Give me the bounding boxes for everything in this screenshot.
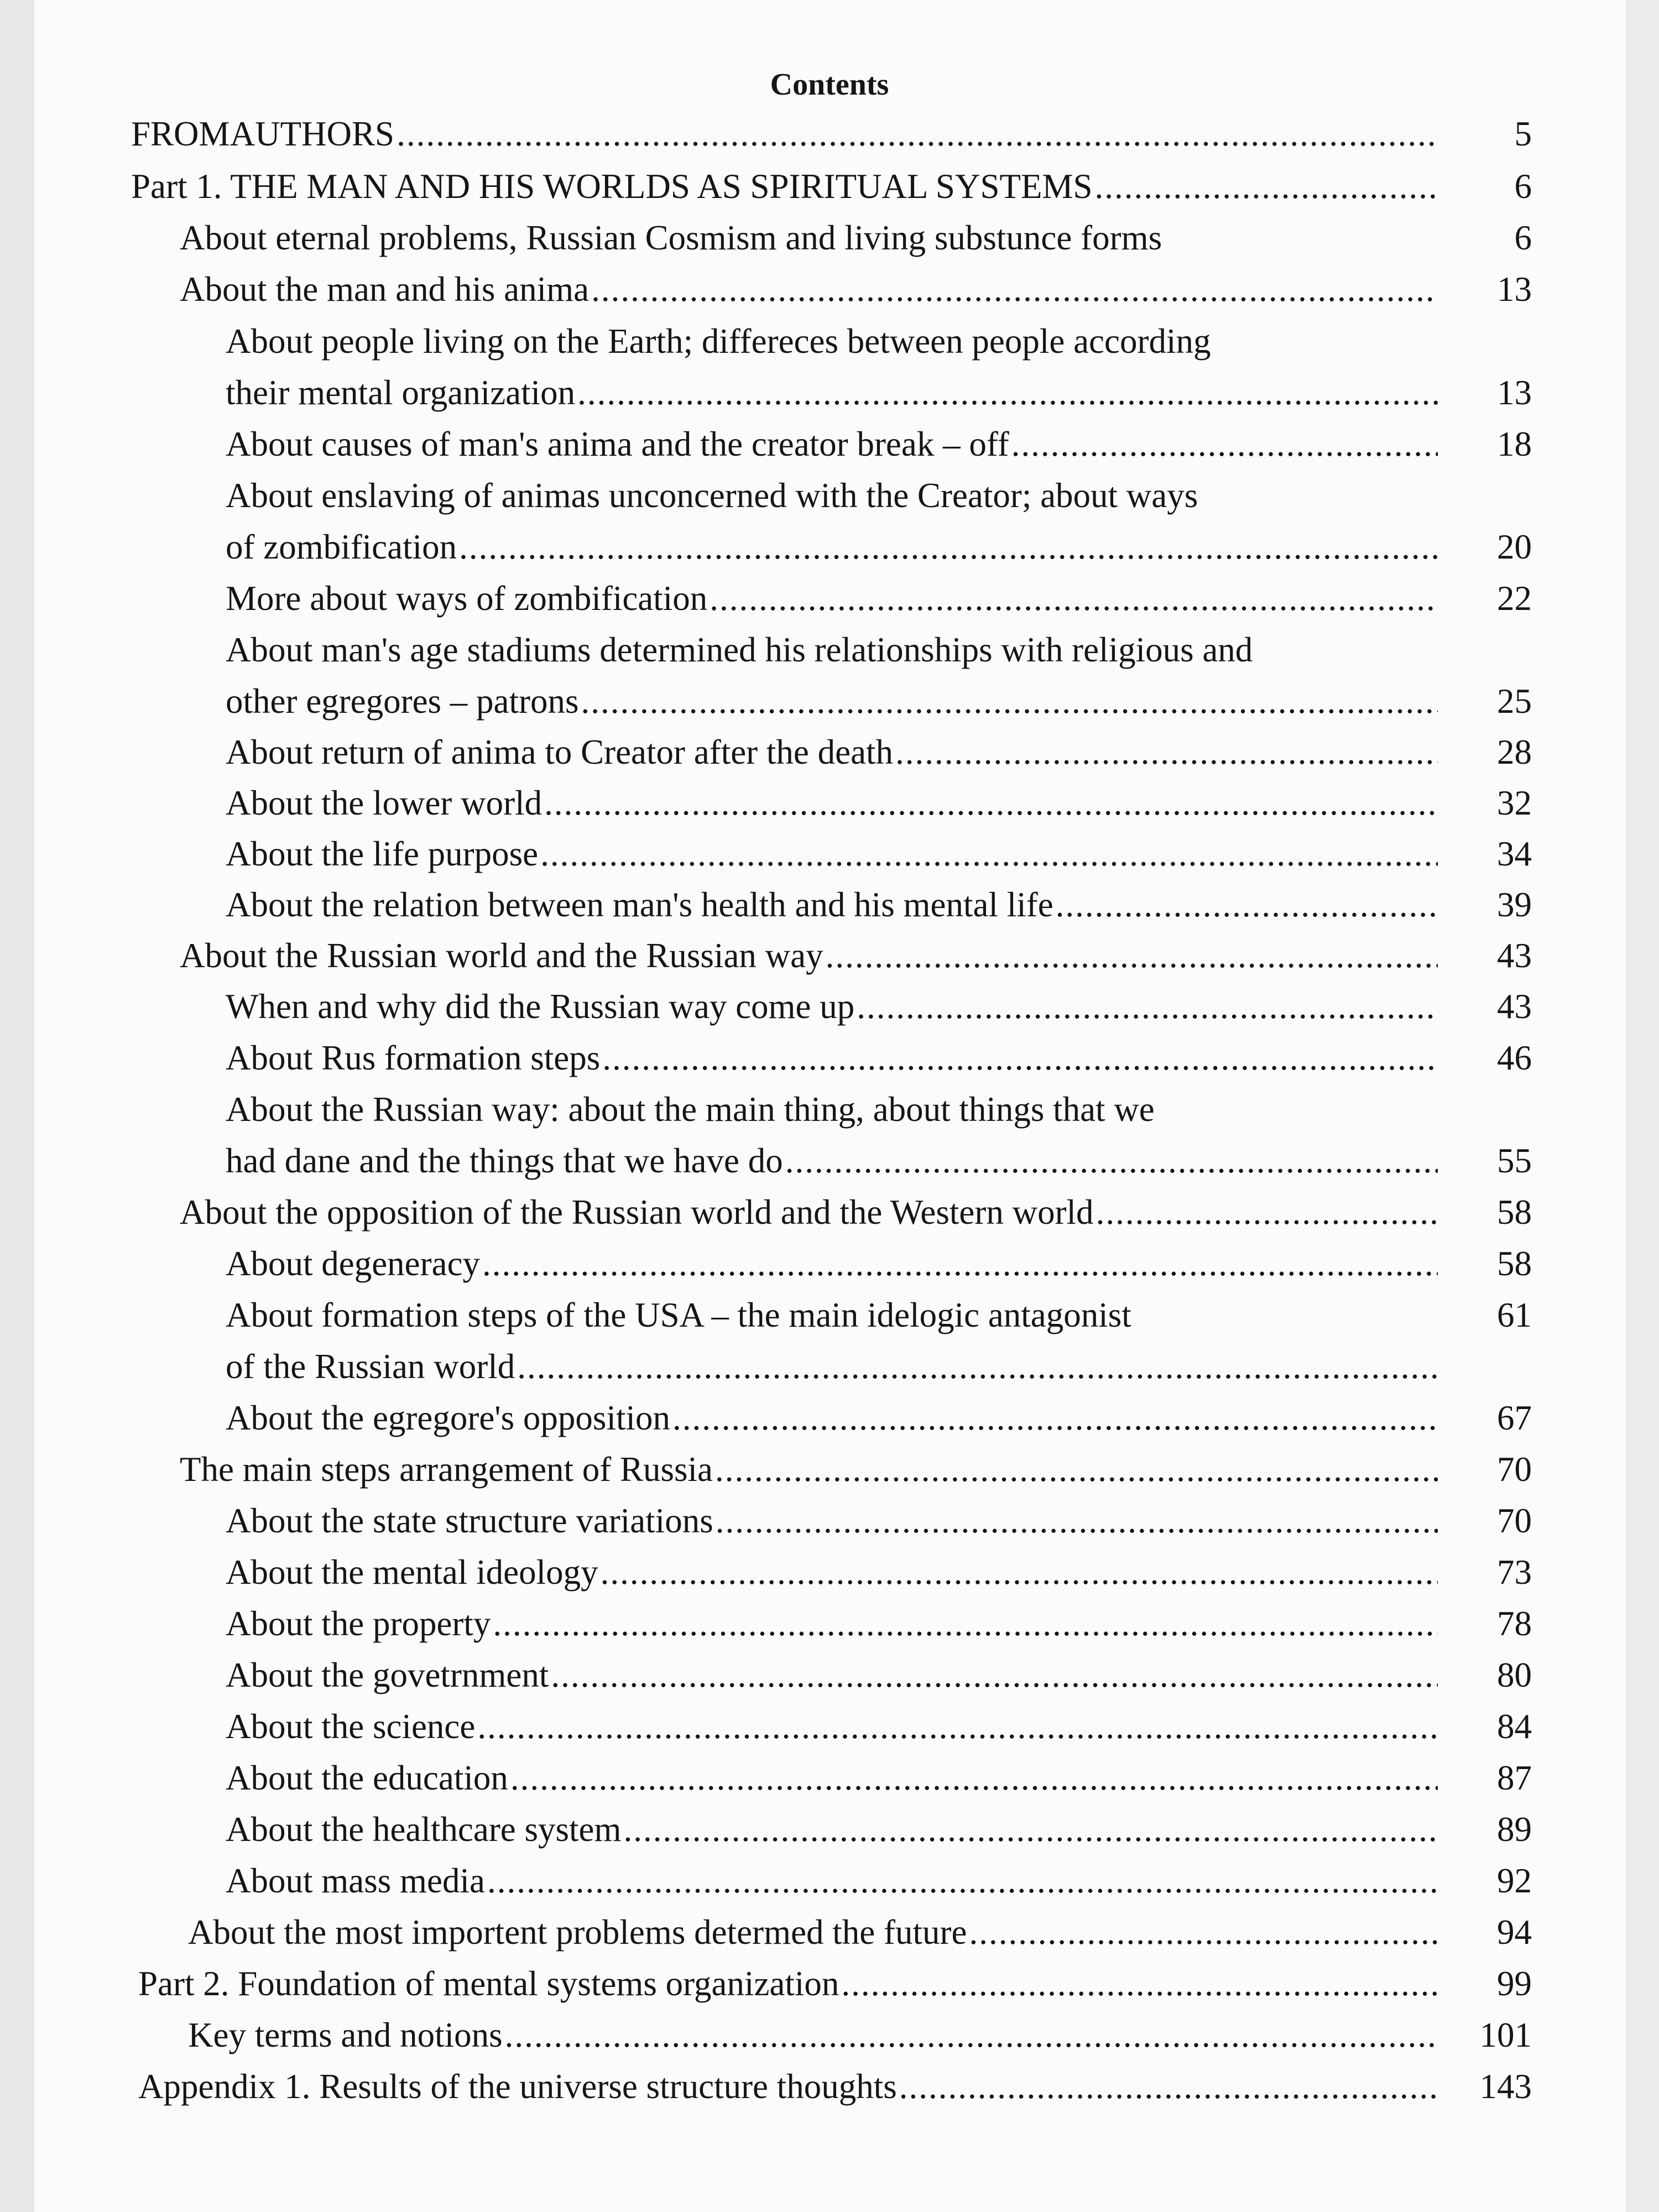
toc-entry [0, 1186, 1659, 1239]
toc-entry-title: About Rus formation steps [226, 1039, 601, 1077]
toc-entry-title: About the man and his anima [180, 270, 589, 309]
toc-page-number: 18 [1497, 425, 1532, 463]
toc-page-number: 94 [1497, 1913, 1532, 1952]
toc-entry-title: About eternal problems, Russian Cosmism and living substunce forms [180, 218, 1162, 257]
toc-page-number: 58 [1497, 1244, 1532, 1283]
dot-leader [1096, 1186, 1438, 1239]
toc-entry-title: About man's age stadiums determined his relationships with religious and [226, 630, 1253, 669]
toc-entry [0, 726, 1659, 779]
dot-leader [397, 108, 1438, 160]
dot-leader [602, 1032, 1438, 1084]
toc-entry-title: About the Russian world and the Russian way [180, 936, 823, 975]
toc-entry [0, 1803, 1659, 1856]
toc-entry [0, 980, 1659, 1033]
dot-leader [581, 675, 1438, 728]
toc-entry [0, 469, 1659, 522]
toc-page-number: 46 [1497, 1039, 1532, 1077]
dot-leader [1011, 418, 1438, 471]
toc-entry-title: About formation steps of the USA – the main idelogic antagonist [226, 1296, 1131, 1334]
toc-entry [0, 1495, 1659, 1547]
toc-entry [0, 1546, 1659, 1599]
toc-entry [0, 930, 1659, 982]
dot-leader [841, 1958, 1438, 2010]
toc-page-number: 67 [1497, 1399, 1532, 1437]
dot-leader [715, 1443, 1438, 1496]
toc-entry-title: About the mental ideology [226, 1553, 598, 1592]
toc-entry-title: About the Russian way: about the main thing, about things that we [226, 1090, 1155, 1129]
dot-leader [493, 1598, 1438, 1650]
dot-leader [517, 1340, 1438, 1393]
toc-entry [0, 1238, 1659, 1290]
toc-page-number: 25 [1497, 682, 1532, 721]
toc-page-number: 43 [1497, 936, 1532, 975]
toc-page-number: 13 [1497, 373, 1532, 412]
toc-page-number: 99 [1497, 1964, 1532, 2003]
toc-entry [0, 828, 1659, 880]
toc-page-number: 58 [1497, 1193, 1532, 1232]
toc-entry-title-continued: of the Russian world [226, 1347, 515, 1386]
toc-entry [0, 2009, 1659, 2062]
toc-entry [0, 1032, 1659, 1084]
toc-entry-title: More about ways of zombification [226, 579, 708, 618]
toc-entry-title: About the opposition of the Russian world and the Western world [180, 1193, 1094, 1232]
dot-leader [510, 1752, 1438, 1804]
toc-entry-title: About the lower world [226, 784, 542, 822]
toc-page-number: 84 [1497, 1707, 1532, 1746]
toc-page-number: 5 [1514, 114, 1532, 153]
toc-entry-title-continued: of zombification [226, 528, 457, 566]
toc-entry-title: About causes of man's anima and the creator break – off [226, 425, 1009, 463]
toc-entry-title: About the most importent problems determed the future [188, 1913, 967, 1952]
dot-leader [716, 1495, 1438, 1547]
toc-entry-title: Part 1. THE MAN AND HIS WORLDS AS SPIRITUAL SYSTEMS [131, 167, 1093, 206]
toc-entry [0, 108, 1659, 160]
toc-entry-title-continued: other egregores – patrons [226, 682, 579, 721]
dot-leader [487, 1855, 1438, 1907]
toc-entry [0, 1752, 1659, 1804]
toc-entry-title: Part 2. Foundation of mental systems organization [138, 1964, 839, 2003]
toc-entry [0, 263, 1659, 316]
toc-page-number: 80 [1497, 1656, 1532, 1694]
toc-entry [0, 160, 1659, 213]
toc-page-number: 32 [1497, 784, 1532, 822]
dot-leader [895, 726, 1438, 779]
toc-page-number: 22 [1497, 579, 1532, 618]
toc-entry-title-continued: their mental organization [226, 373, 576, 412]
toc-page-number: 6 [1514, 167, 1532, 206]
toc-entry-title: About the govetrnment [226, 1656, 549, 1694]
toc-page-number: 89 [1497, 1810, 1532, 1849]
dot-leader [505, 2009, 1438, 2062]
toc-page-number: 70 [1497, 1450, 1532, 1489]
toc-page-number: 34 [1497, 834, 1532, 873]
dot-leader [969, 1906, 1438, 1959]
toc-entry-title: About the education [226, 1759, 508, 1797]
toc-entry-title: FROMAUTHORS [131, 114, 395, 153]
toc-entry-continuation [0, 521, 1659, 573]
toc-entry [0, 624, 1659, 676]
toc-entry [0, 1649, 1659, 1702]
toc-entry [0, 212, 1659, 264]
dot-leader [1056, 879, 1438, 931]
toc-entry-title: About the egregore's opposition [226, 1399, 670, 1437]
toc-page-number: 73 [1497, 1553, 1532, 1592]
toc-entry-title: Key terms and notions [188, 2016, 503, 2054]
dot-leader [1095, 160, 1438, 213]
dot-leader [591, 263, 1438, 316]
dot-leader [544, 777, 1438, 830]
toc-entry-title: About degeneracy [226, 1244, 481, 1283]
dot-leader [624, 1803, 1438, 1856]
toc-entry-continuation [0, 1340, 1659, 1393]
dot-leader [477, 1700, 1438, 1753]
toc-entry [0, 1700, 1659, 1753]
toc-entry-title: Appendix 1. Results of the universe structure thoughts [138, 2067, 897, 2106]
toc-page-number: 39 [1497, 885, 1532, 924]
dot-leader [482, 1238, 1438, 1290]
toc-entry-continuation [0, 675, 1659, 728]
toc-entry-title: The main steps arrangement of Russia [180, 1450, 713, 1489]
toc-page-number: 43 [1497, 987, 1532, 1026]
toc-entry [0, 1083, 1659, 1136]
toc-entry-title-continued: had dane and the things that we have do [226, 1141, 783, 1180]
dot-leader [577, 367, 1438, 419]
toc-entry [0, 418, 1659, 471]
toc-entry-title: About people living on the Earth; differeces between people according [226, 322, 1211, 361]
toc-page-number: 87 [1497, 1759, 1532, 1797]
page-title: Contents [770, 67, 889, 102]
toc-page-number: 70 [1497, 1501, 1532, 1540]
dot-leader [785, 1135, 1438, 1187]
toc-entry [0, 777, 1659, 830]
toc-entry [0, 1906, 1659, 1959]
toc-entry [0, 1958, 1659, 2010]
toc-entry-title: About the life purpose [226, 834, 539, 873]
toc-entry [0, 1855, 1659, 1907]
toc-entry [0, 1392, 1659, 1444]
dot-leader [540, 828, 1438, 880]
toc-entry-title: About the science [226, 1707, 476, 1746]
dot-leader [709, 572, 1438, 625]
toc-page-number: 92 [1497, 1861, 1532, 1900]
toc-page-number: 13 [1497, 270, 1532, 309]
toc-page-number: 20 [1497, 528, 1532, 566]
toc-page-number: 78 [1497, 1604, 1532, 1643]
toc-entry [0, 1443, 1659, 1496]
toc-entry [0, 315, 1659, 368]
toc-page-number: 6 [1514, 218, 1532, 257]
dot-leader [551, 1649, 1438, 1702]
toc-entry-title: About mass media [226, 1861, 485, 1900]
toc-page-number: 143 [1479, 2067, 1532, 2106]
dot-leader [857, 980, 1438, 1033]
toc-entry-continuation [0, 367, 1659, 419]
dot-leader [601, 1546, 1438, 1599]
toc-page-number: 55 [1497, 1141, 1532, 1180]
toc-entry [0, 572, 1659, 625]
toc-page-number: 101 [1479, 2016, 1532, 2054]
toc-entry-title: When and why did the Russian way come up [226, 987, 855, 1026]
toc-entry-title: About enslaving of animas unconcerned with the Creator; about ways [226, 476, 1198, 515]
toc-entry [0, 879, 1659, 931]
toc-page-number: 61 [1497, 1296, 1532, 1334]
toc-page-number: 28 [1497, 733, 1532, 771]
toc-entry [0, 2060, 1659, 2113]
toc-entry-title: About the healthcare system [226, 1810, 622, 1849]
toc-entry-title: About the relation between man's health and his mental life [226, 885, 1053, 924]
toc-entry [0, 1598, 1659, 1650]
dot-leader [899, 2060, 1438, 2113]
dot-leader [672, 1392, 1438, 1444]
toc-entry-title: About the state structure variations [226, 1501, 713, 1540]
dot-leader [459, 521, 1438, 573]
toc-entry-title: About the property [226, 1604, 491, 1643]
toc-entry-title: About return of anima to Creator after the death [226, 733, 894, 771]
dot-leader [826, 930, 1438, 982]
toc-entry-continuation [0, 1135, 1659, 1187]
toc-entry [0, 1289, 1659, 1342]
